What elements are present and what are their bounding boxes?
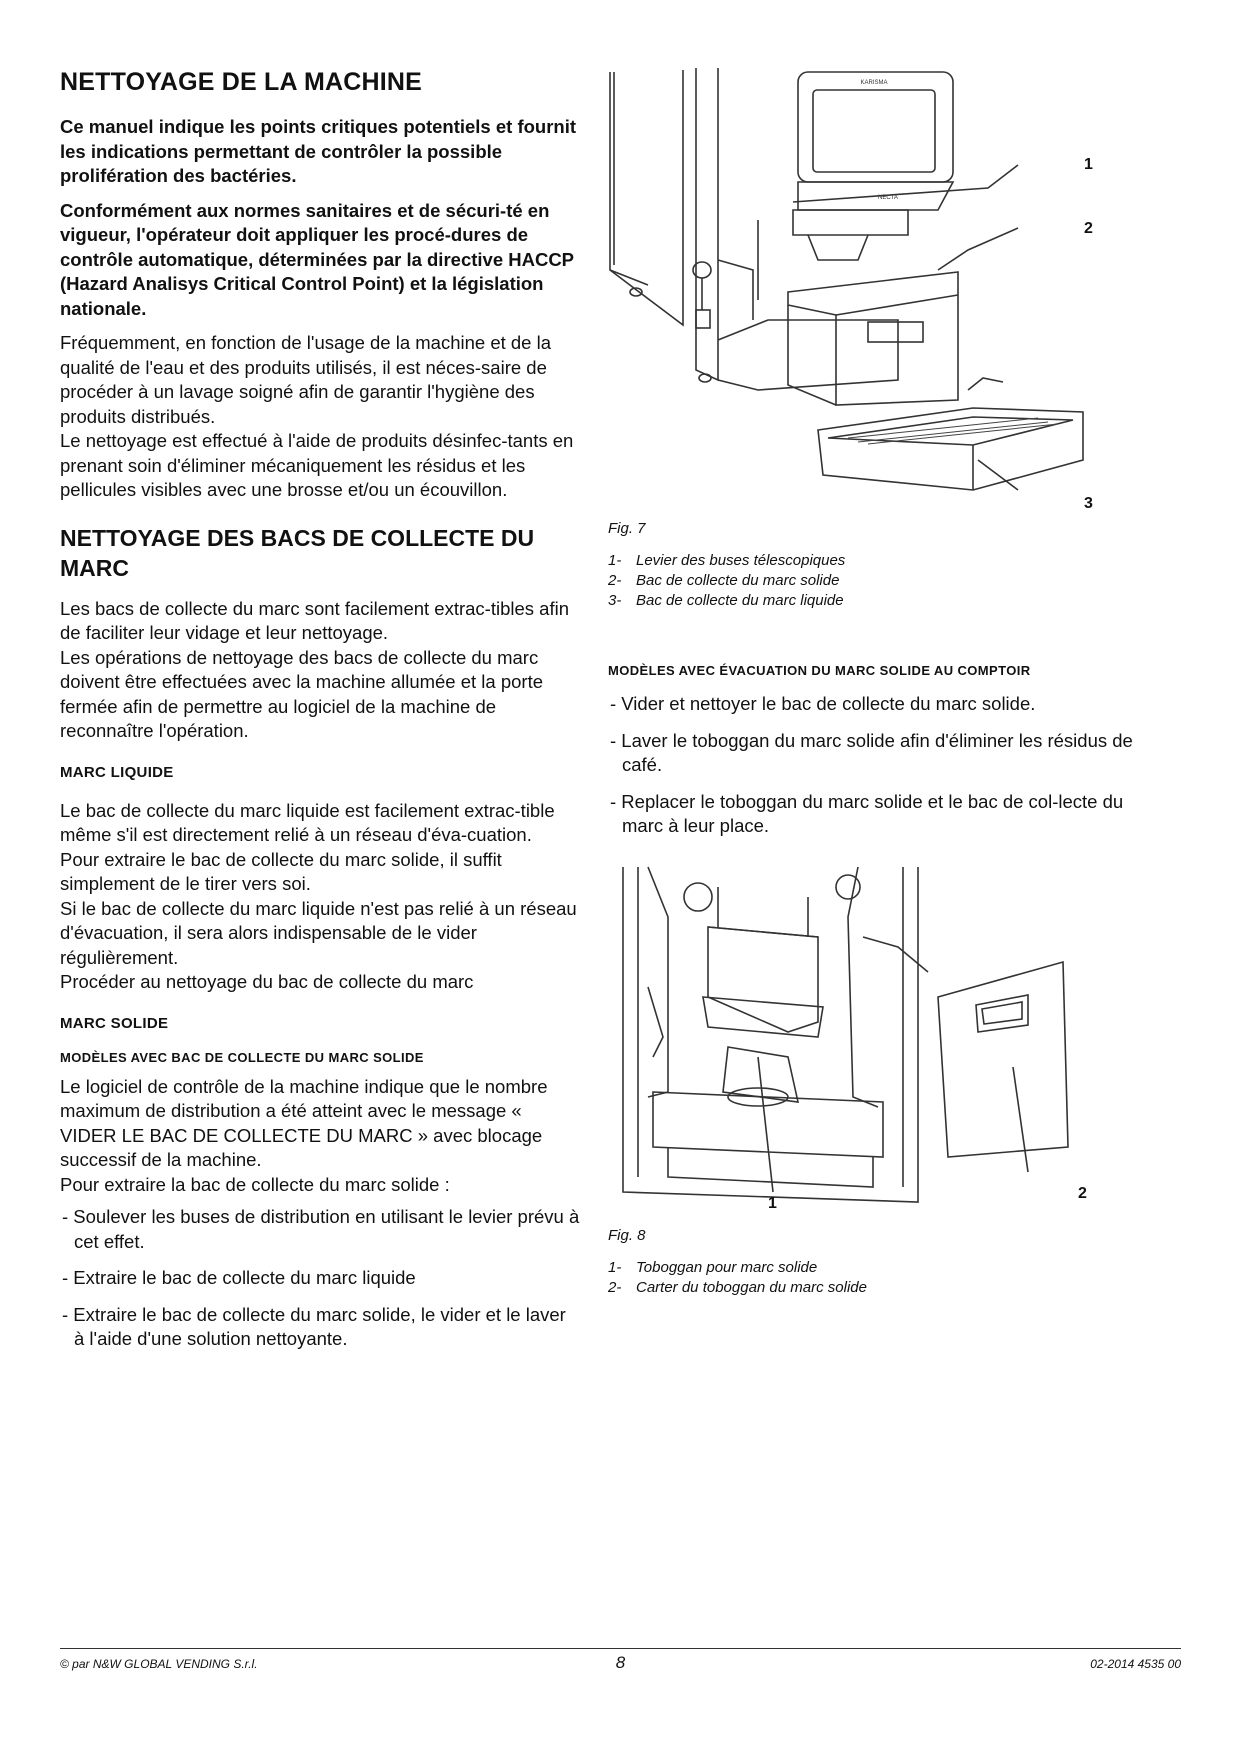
caption-item: 1- Toboggan pour marc solide <box>608 1258 818 1276</box>
document-code: 02-2014 4535 00 <box>1090 1657 1181 1671</box>
intro-paragraph-1: Fréquemment, en fonction de l'usage de la machine et de la qualité de l'eau et des produits utilisés, il est néces-saire de procéder à un lavage soigné afin de garantir l'hygiène des produits distribués. <box>60 332 551 427</box>
figure-7 <box>608 60 1168 520</box>
list-item: - Soulever les buses de distribution en utilisant le levier prévu à cet effet. <box>62 1206 580 1252</box>
page-title: NETTOYAGE DE LA MACHINE <box>60 68 423 96</box>
intro-paragraph-2: Le nettoyage est effectué à l'aide de produits désinfec-tants en prenant soin d'éliminer mécaniquement les résidus et les pellicules visibles avec une brosse et/ou un écouvillon. <box>60 430 574 500</box>
callout-1: 1 <box>1084 156 1093 173</box>
brand-text: KARISMA <box>860 80 888 86</box>
heading-marc-solide: MARC SOLIDE <box>60 1014 169 1032</box>
intro-bold-1: Ce manuel indique les points critiques potentiels et fournit les indications permettant de contrôler la possible prolifération des bactéries. <box>60 116 577 186</box>
footer-copyright: © par N&W GLOBAL VENDING S.r.l. <box>60 1657 258 1671</box>
list-item: - Extraire le bac de collecte du marc liquide <box>62 1267 416 1288</box>
chute-illustration <box>608 857 1128 1227</box>
fig7-label: Fig. 7 <box>608 520 646 537</box>
machine-illustration <box>608 60 1128 520</box>
page-footer <box>60 1648 1181 1679</box>
list-item: - Vider et nettoyer le bac de collecte du marc solide. <box>610 693 1036 714</box>
callout-1: 1 <box>768 1194 777 1212</box>
marc-solide-paragraph-1: Le logiciel de contrôle de la machine indique que le nombre maximum de distribution a été atteint avec le message « VIDER LE BAC DE COLLECTE DU MARC » avec blocage successif de la machine. <box>60 1075 548 1170</box>
page-number: 8 <box>615 1653 626 1672</box>
heading-marc-liquide: MARC LIQUIDE <box>60 763 174 781</box>
callout-3: 3 <box>1084 495 1093 512</box>
caption-item: 1- Levier des buses télescopiques <box>608 552 846 569</box>
marc-solide-paragraph-2: Pour extraire la bac de collecte du marc solide : <box>60 1173 450 1195</box>
section2-paragraph-1: Les bacs de collecte du marc sont facilement extrac-tibles afin de faciliter leur vidage et leur nettoyage. <box>60 597 569 643</box>
list-item: - Replacer le toboggan du marc solide et le bac de col-lecte du marc à leur place. <box>610 790 1124 836</box>
fig8-captions <box>608 1258 1168 1298</box>
section2-paragraph-2: Les opérations de nettoyage des bacs de collecte du marc doivent être effectuées avec la machine allumée et la porte fermée afin de permettre au logiciel de la machine de reconnaître l'opération. <box>60 646 544 741</box>
section-title-bacs: NETTOYAGE DES BACS DE COLLECTE DU MARC <box>60 524 535 581</box>
left-column <box>60 60 580 1364</box>
caption-item: 2- Carter du toboggan du marc solide <box>608 1278 867 1296</box>
logo-text: NECTA <box>878 195 898 201</box>
marc-liquide-paragraph-3: Si le bac de collecte du marc liquide n'est pas relié à un réseau d'évacuation, il sera alors indispensable de le vider régulièrement. <box>60 897 577 968</box>
heading-models-evacuation: MODÈLES AVEC ÉVACUATION DU MARC SOLIDE AU COMPTOIR <box>608 663 1031 678</box>
caption-item: 2- Bac de collecte du marc solide <box>608 572 840 589</box>
figure-8 <box>608 857 1168 1227</box>
callout-2: 2 <box>1084 220 1093 237</box>
caption-item: 3- Bac de collecte du marc liquide <box>608 592 844 609</box>
intro-bold-2: Conformément aux normes sanitaires et de sécuri-té en vigueur, l'opérateur doit appliquer les procé-dures de contrôle automatique, déterminées par la directive HACCP (Hazard Analisys Critical Control Point) et la législation nationale. <box>60 199 574 319</box>
heading-models-bac: MODÈLES AVEC BAC DE COLLECTE DU MARC SOLIDE <box>60 1049 424 1065</box>
marc-liquide-paragraph-2: Pour extraire le bac de collecte du marc solide, il suffit simplement de le tirer vers soi. <box>60 848 502 894</box>
marc-liquide-paragraph-4: Procéder au nettoyage du bac de collecte du marc <box>60 971 474 992</box>
list-item: - Laver le toboggan du marc solide afin d'éliminer les résidus de café. <box>610 729 1133 775</box>
fig8-label: Fig. 8 <box>608 1226 646 1244</box>
list-item: - Extraire le bac de collecte du marc solide, le vider et le laver à l'aide d'une solution nettoyante. <box>62 1303 566 1349</box>
right-column <box>608 60 1168 1298</box>
marc-liquide-paragraph-1: Le bac de collecte du marc liquide est facilement extrac-tible même s'il est directement relié à un réseau d'éva-cuation. <box>60 799 555 845</box>
fig7-captions <box>608 551 1168 611</box>
callout-2: 2 <box>1078 1184 1087 1202</box>
